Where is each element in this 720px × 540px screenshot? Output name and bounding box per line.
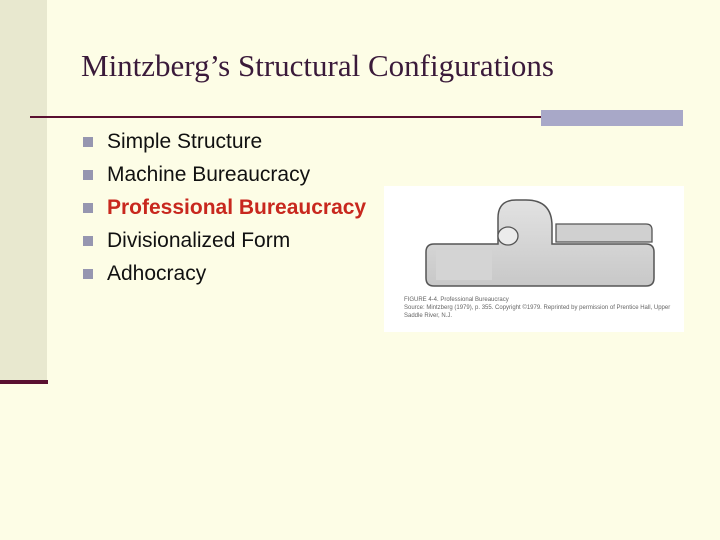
left-accent-bar-cap <box>0 380 48 384</box>
square-bullet-icon <box>83 203 93 213</box>
bullet-item-professional-bureaucracy <box>83 196 373 219</box>
square-bullet-icon <box>83 170 93 180</box>
bullet-item-adhocracy <box>83 262 373 285</box>
bullet-item-simple-structure <box>83 130 373 153</box>
bullet-label: Professional Bureaucracy <box>107 196 367 219</box>
bullet-list <box>83 130 373 295</box>
title-rule <box>30 116 542 118</box>
square-bullet-icon <box>83 269 93 279</box>
figure-caption: FIGURE 4-4. Professional Bureaucracy Source: Mintzberg (1979), p. 355. Copyright ©1979. Reprinted by permission of Prentice Hall, Upper Saddle River, N.J. <box>404 297 671 319</box>
bullet-label: Machine Bureaucracy <box>107 163 311 186</box>
professional-bureaucracy-figure <box>384 186 684 332</box>
bullet-item-divisionalized-form <box>83 229 373 252</box>
square-bullet-icon <box>83 236 93 246</box>
bullet-item-machine-bureaucracy <box>83 163 373 186</box>
title-rule-block <box>541 110 683 126</box>
bullet-label: Divisionalized Form <box>107 229 291 252</box>
left-accent-bar <box>0 0 47 382</box>
slide-title: Mintzberg’s Structural Configurations <box>81 48 554 83</box>
shape-inner-shading <box>436 250 492 280</box>
bullet-label: Simple Structure <box>107 130 263 153</box>
right-support-shape <box>556 224 652 242</box>
square-bullet-icon <box>83 137 93 147</box>
bullet-label: Adhocracy <box>107 262 207 285</box>
left-support-shape <box>498 227 518 245</box>
